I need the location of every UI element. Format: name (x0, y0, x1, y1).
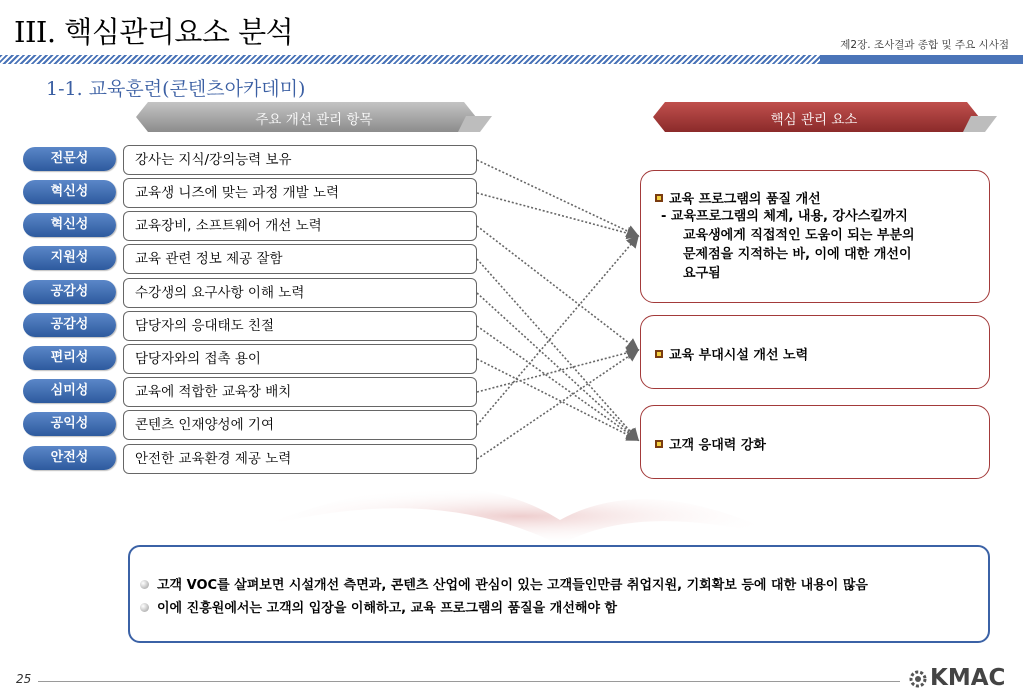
bullet-dot-icon (140, 603, 149, 612)
kmac-gear-icon (906, 668, 930, 690)
connector-arrow (477, 226, 638, 350)
core-element-box (640, 405, 990, 479)
pill-tag: 편리성 (23, 346, 116, 370)
connector-arrow (477, 160, 638, 236)
connector-arrow (477, 359, 638, 440)
pill-tag: 공감성 (23, 313, 116, 337)
chapter-label: 제2장. 조사결과 종합 및 주요 시사점 (840, 39, 1009, 51)
summary-box (128, 545, 990, 643)
list-item: 담당자의 응대태도 친절 (123, 311, 477, 341)
list-item: 수강생의 요구사항 이해 노력 (123, 278, 477, 308)
pill-tag: 혁신성 (23, 180, 116, 204)
list-item: 교육 관련 정보 제공 잘함 (123, 244, 477, 274)
connector-arrow (477, 350, 638, 392)
core-element-title: 고객 응대력 강화 (655, 434, 766, 453)
square-bullet-icon (655, 440, 663, 448)
list-item: 교육장비, 소프트웨어 개선 노력 (123, 211, 477, 241)
connector-arrow (477, 326, 638, 440)
list-item: 교육에 적합한 교육장 배치 (123, 377, 477, 407)
pill-tag: 혁신성 (23, 213, 116, 237)
page-number: 25 (16, 672, 32, 686)
core-element-title: 교육 프로그램의 품질 개선 (655, 188, 821, 207)
square-bullet-icon (655, 194, 663, 202)
core-element-title: 교육 부대시설 개선 노력 (655, 344, 808, 363)
pill-tag: 전문성 (23, 147, 116, 171)
core-element-detail: - 교육프로그램의 체계, 내용, 강사스킬까지 교육생에게 직접적인 도움이 되는 부분의 문제점을 지적하는 바, 이에 대한 개선이 요구됨 (661, 209, 915, 281)
footer-divider (38, 681, 900, 682)
section-subtitle: 1-1. 교육훈련(콘텐츠아카데미) (46, 78, 306, 100)
pill-tag: 지원성 (23, 246, 116, 270)
left-banner-label: 주요 개선 관리 항목 (255, 112, 373, 128)
square-bullet-icon (655, 350, 663, 358)
kmac-logo: KMAC (930, 665, 1006, 691)
list-item: 교육생 니즈에 맞는 과정 개발 노력 (123, 178, 477, 208)
list-item: 안전한 교육환경 제공 노력 (123, 444, 477, 474)
list-item: 담당자와의 접촉 용이 (123, 344, 477, 374)
core-element-box (640, 170, 990, 303)
connector-arrow (477, 193, 638, 236)
bullet-dot-icon (140, 580, 149, 589)
page-title: III. 핵심관리요소 분석 (14, 15, 294, 49)
list-item: 콘텐츠 인재양성에 기여 (123, 410, 477, 440)
pill-tag: 공익성 (23, 412, 116, 436)
connector-arrow (477, 259, 638, 440)
right-banner-label: 핵심 관리 요소 (770, 112, 858, 128)
pill-tag: 안전성 (23, 446, 116, 470)
list-item: 강사는 지식/강의능력 보유 (123, 145, 477, 175)
pill-tag: 공감성 (23, 280, 116, 304)
summary-line: 고객 VOC를 살펴보면 시설개선 측면과, 콘텐츠 산업에 관심이 있는 고객들인만큼 취업지원, 기회확보 등에 대한 내용이 많음 (140, 574, 868, 593)
core-element-box (640, 315, 990, 389)
summary-line: 이에 진흥원에서는 고객의 입장을 이해하고, 교육 프로그램의 품질을 개선해야 함 (140, 597, 617, 616)
pill-tag: 심미성 (23, 379, 116, 403)
